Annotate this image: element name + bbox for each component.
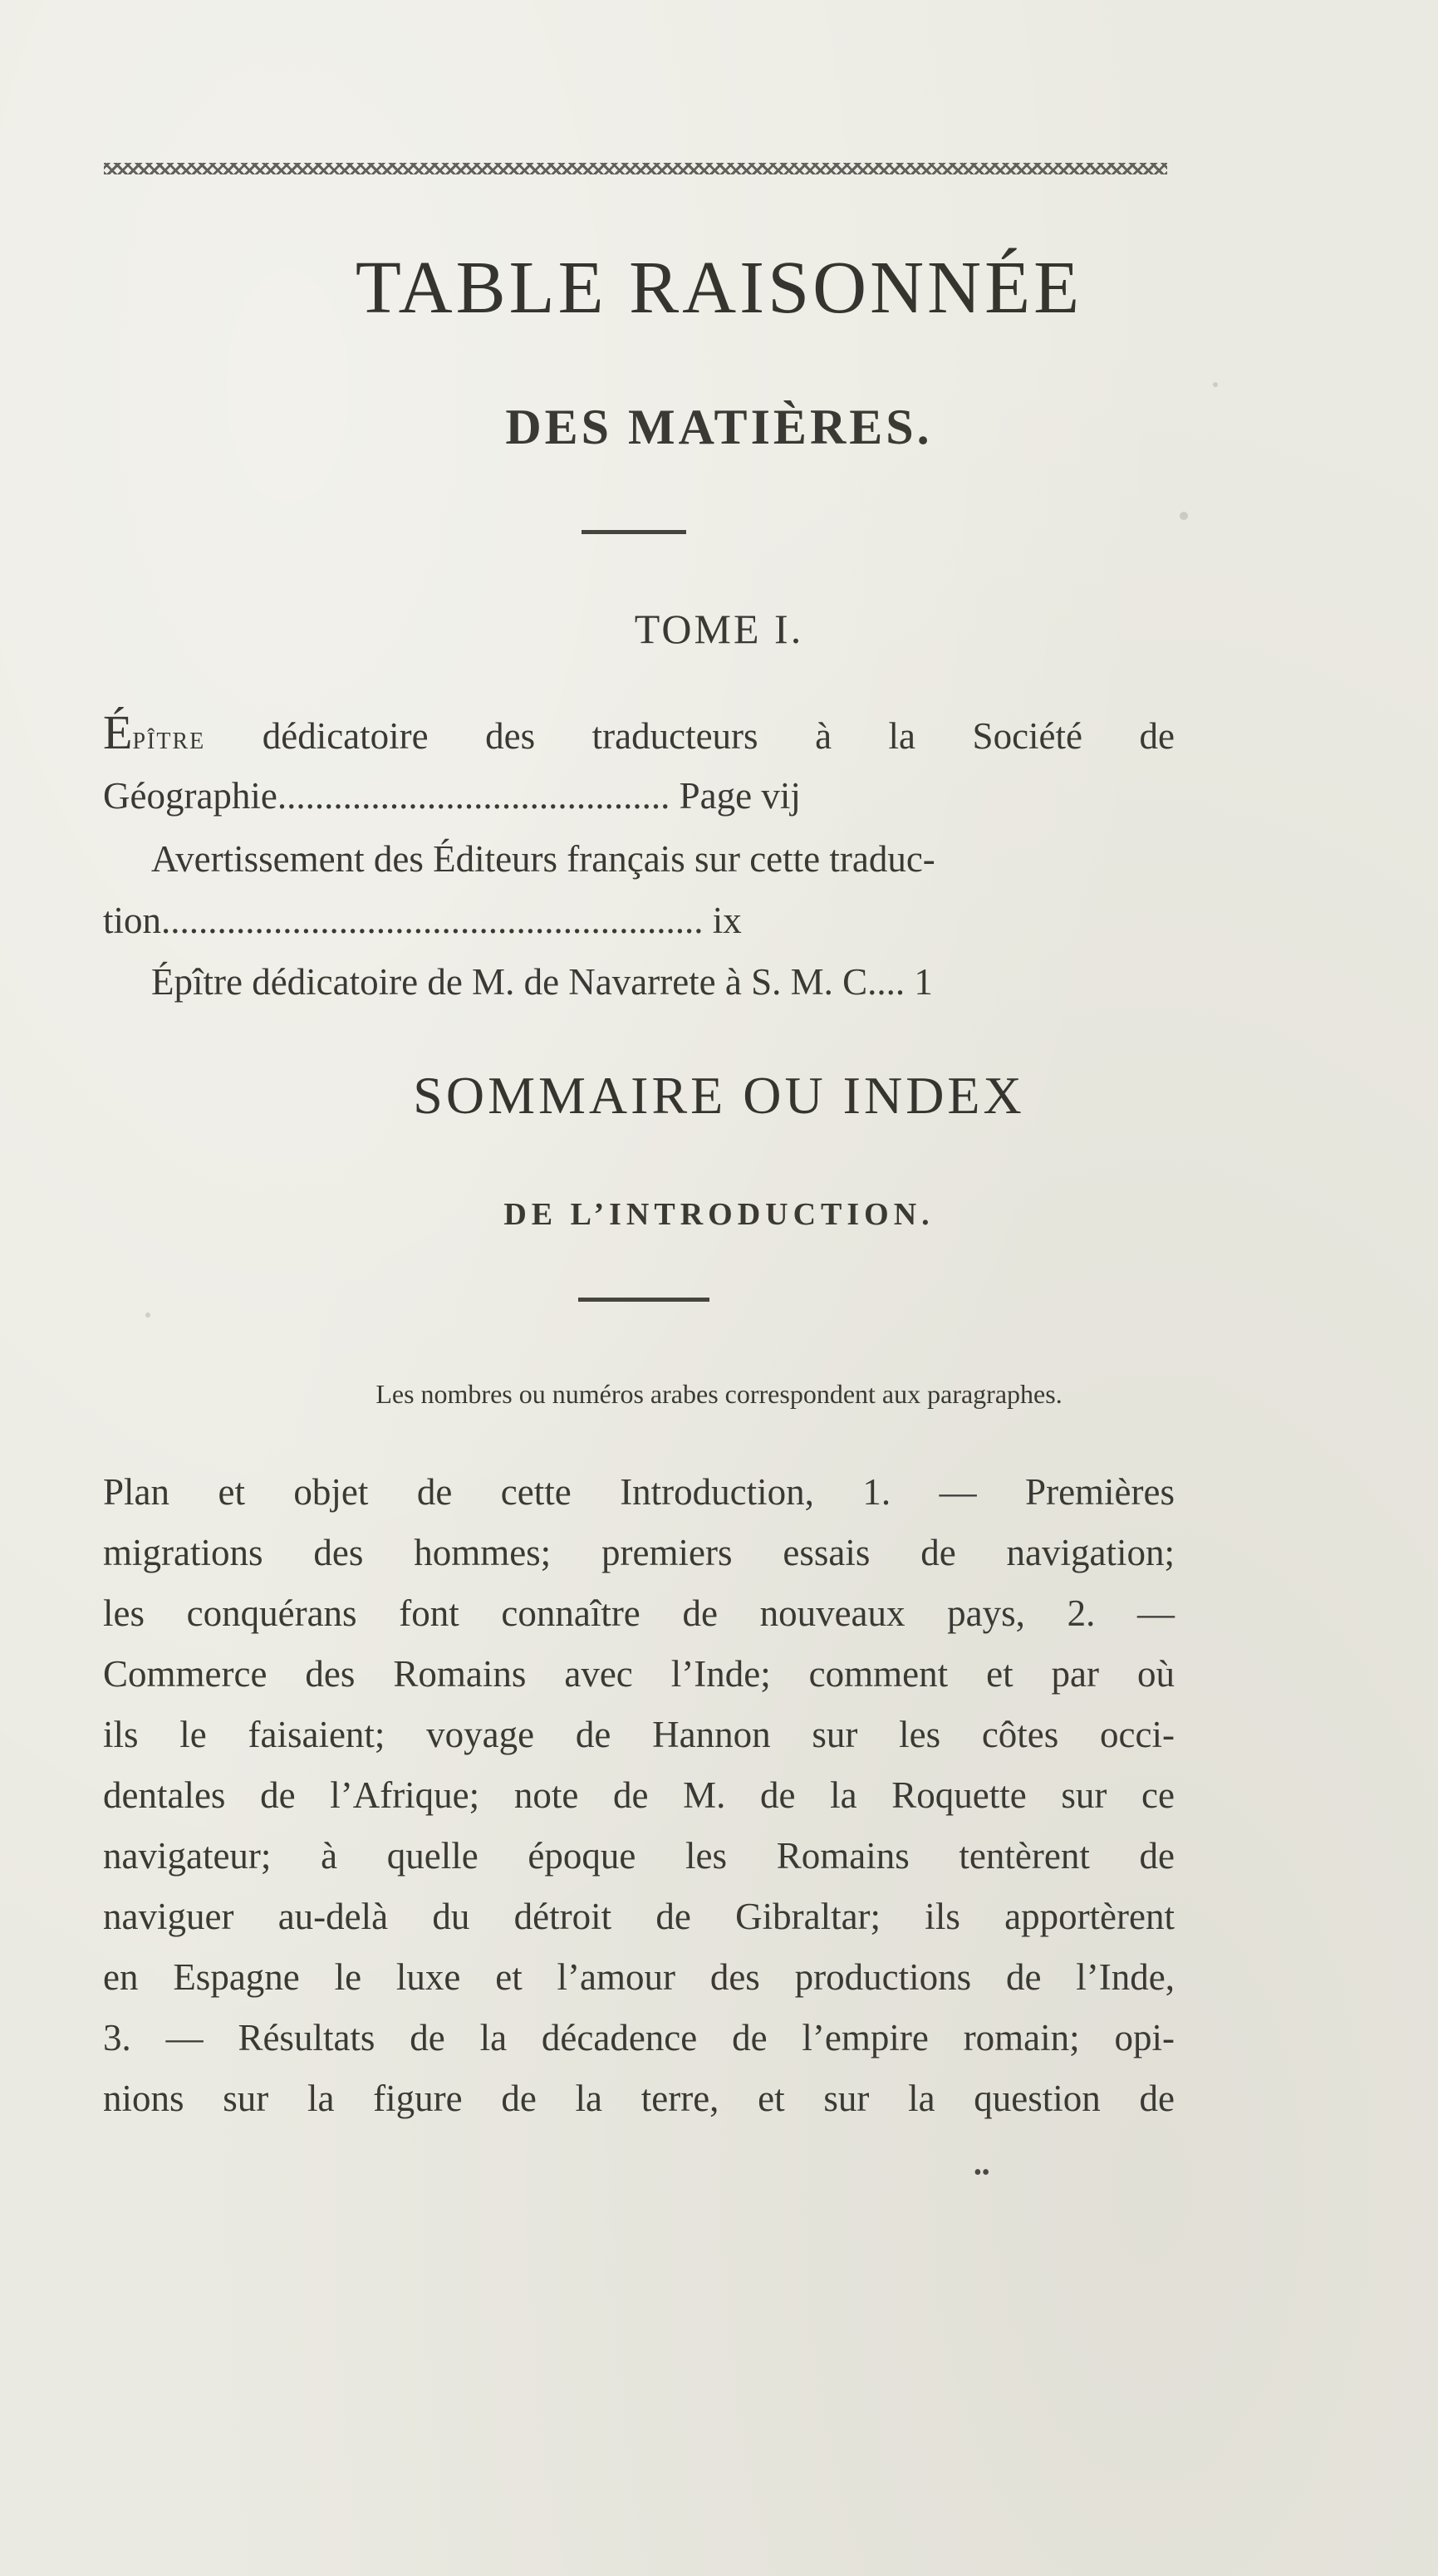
body-text-line: nions sur la figure de la terre, et sur la question de bbox=[103, 2078, 1175, 2119]
drop-initial: É bbox=[103, 705, 133, 759]
page-subtitle: DES MATIÈRES. bbox=[505, 400, 933, 454]
ink-speck bbox=[1180, 512, 1188, 520]
divider-rule bbox=[582, 530, 686, 534]
signature-mark: •• bbox=[974, 2160, 990, 2186]
toc-entry-3-line-1: Épître dédicatoire de M. de Navarrete à S. M. C.... 1 bbox=[151, 961, 933, 1003]
body-text-line: naviguer au-delà du détroit de Gibraltar; ils apportèrent bbox=[103, 1896, 1175, 1937]
body-text-line: Plan et objet de cette Introduction, 1. — Premières bbox=[103, 1471, 1175, 1513]
section-title: SOMMAIRE OU INDEX bbox=[413, 1066, 1025, 1125]
toc-text: dédicatoire des traducteurs à la Société de bbox=[205, 715, 1175, 757]
toc-entry-1-line-1 bbox=[103, 704, 1175, 760]
divider-rule bbox=[578, 1298, 709, 1302]
ink-speck bbox=[1213, 382, 1218, 387]
body-text-line: en Espagne le luxe et l’amour des productions de l’Inde, bbox=[103, 1956, 1175, 1998]
toc-entry-1-line-2: Géographie.......................................... Page vij bbox=[103, 775, 801, 817]
body-text-line: les conquérans font connaître de nouveaux pays, 2. — bbox=[103, 1592, 1175, 1634]
body-text-line: Commerce des Romains avec l’Inde; comment et par où bbox=[103, 1653, 1175, 1695]
toc-entry-2-line-2: tion.......................................................... ix bbox=[103, 900, 742, 941]
body-text-line: migrations des hommes; premiers essais de navigation; bbox=[103, 1532, 1175, 1573]
ornamental-rule bbox=[104, 163, 1167, 174]
section-note: Les nombres ou numéros arabes correspondent aux paragraphes. bbox=[375, 1379, 1063, 1409]
body-text-line: ils le faisaient; voyage de Hannon sur les côtes occi- bbox=[103, 1714, 1175, 1755]
toc-entry-2-line-1: Avertissement des Éditeurs français sur cette traduc- bbox=[151, 838, 935, 880]
section-subtitle: DE L’INTRODUCTION. bbox=[503, 1197, 935, 1232]
body-text-line: navigateur; à quelle époque les Romains tentèrent de bbox=[103, 1835, 1175, 1877]
small-caps-word: PÎTRE bbox=[132, 729, 206, 754]
page-title: TABLE RAISONNÉE bbox=[355, 247, 1083, 329]
body-text-line: dentales de l’Afrique; note de M. de la Roquette sur ce bbox=[103, 1774, 1175, 1816]
tome-heading: TOME I. bbox=[634, 606, 804, 652]
body-text-line: 3. — Résultats de la décadence de l’empire romain; opi- bbox=[103, 2017, 1175, 2058]
ink-speck bbox=[145, 1313, 150, 1317]
